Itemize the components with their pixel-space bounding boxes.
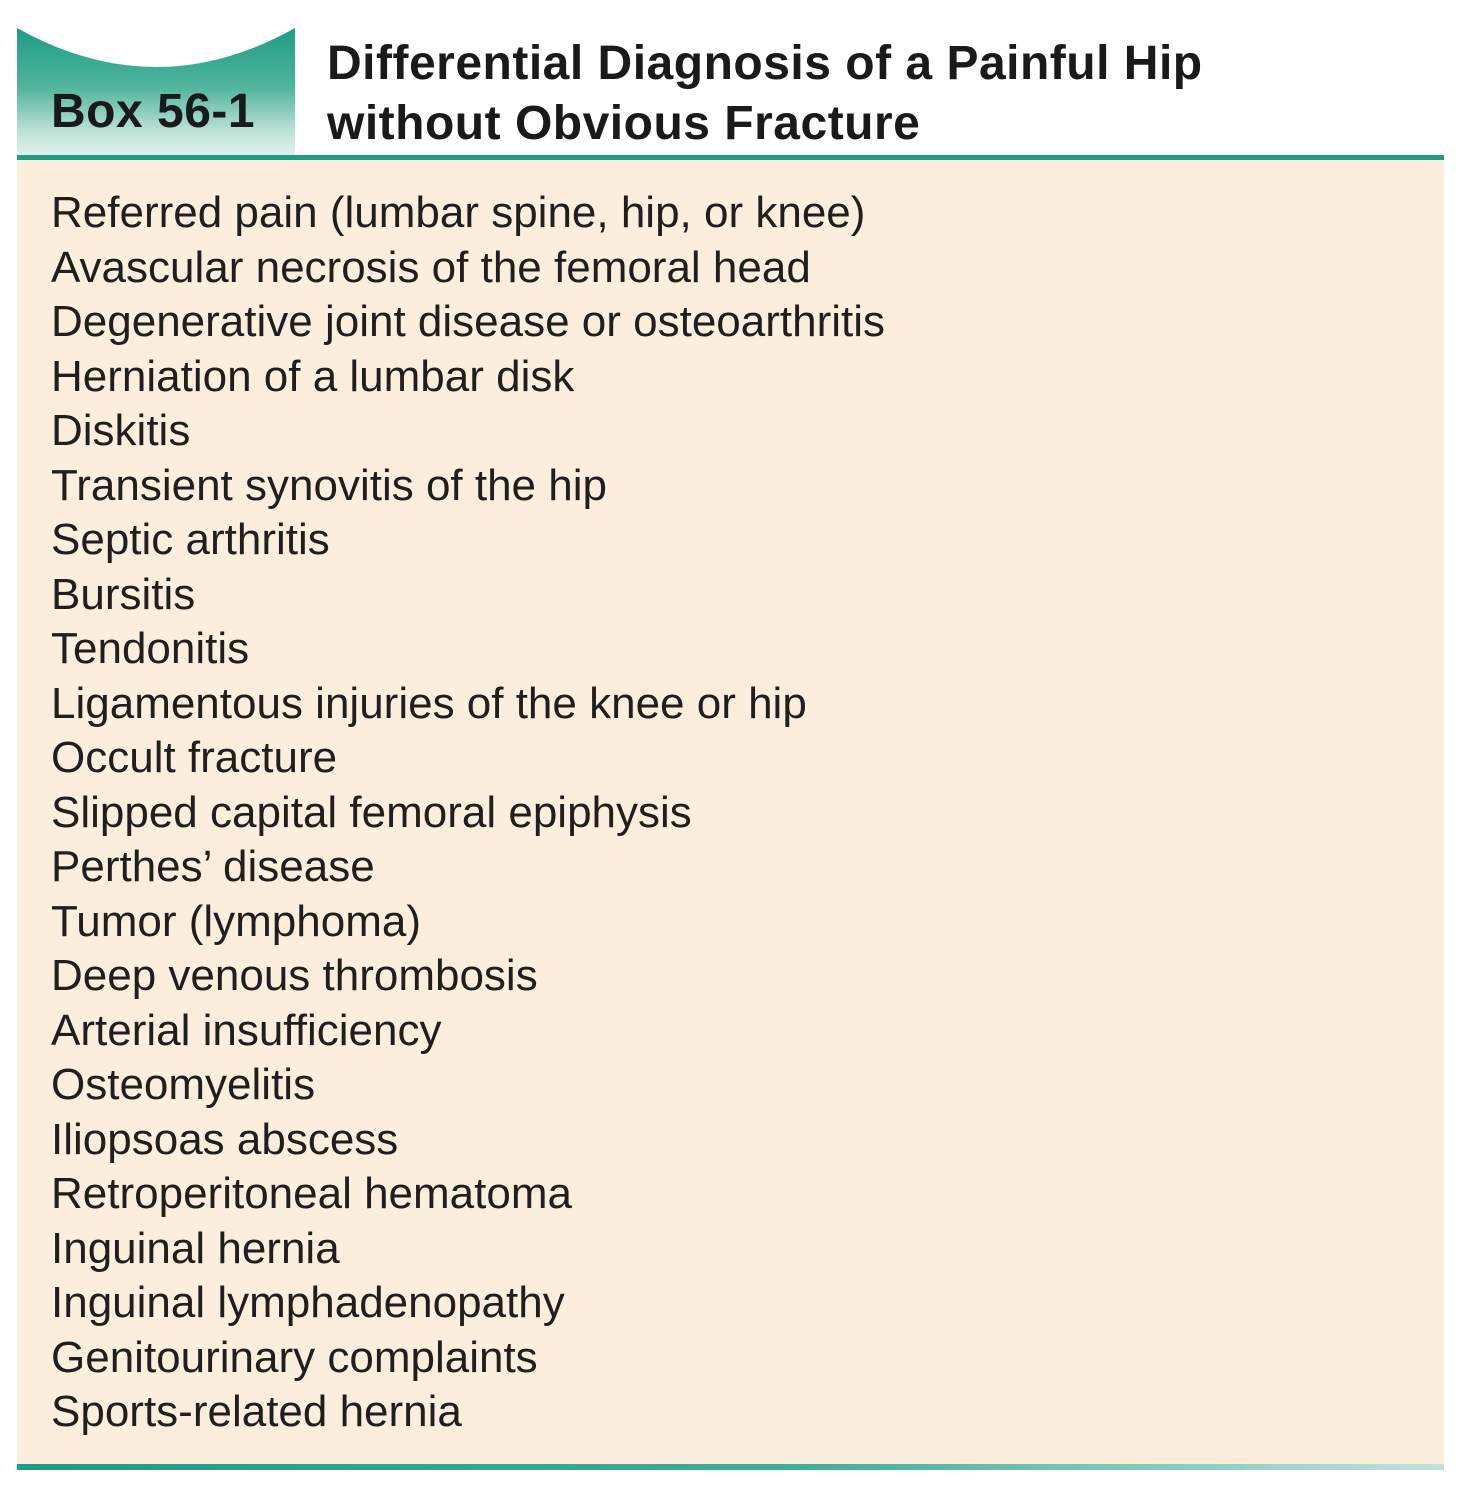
list-item: Inguinal lymphadenopathy xyxy=(51,1278,565,1327)
list-item: Tumor (lymphoma) xyxy=(51,896,421,946)
list-item: Bursitis xyxy=(51,569,196,619)
box-title-line-2: without Obvious Fracture xyxy=(327,97,921,150)
diagnosis-list-panel xyxy=(17,160,1444,1464)
list-item: Slipped capital femoral epiphysis xyxy=(51,787,692,837)
list-item: Sports-related hernia xyxy=(51,1387,462,1436)
box-label-tab xyxy=(17,26,295,158)
box-title xyxy=(327,34,1427,154)
list-item: Tendonitis xyxy=(51,624,250,673)
list-item: Avascular necrosis of the femoral head xyxy=(51,242,811,292)
box-number-label: Box 56-1 xyxy=(51,85,256,138)
list-item: Perthes’ disease xyxy=(51,842,375,891)
list-item: Septic arthritis xyxy=(51,515,330,564)
list-item: Genitourinary complaints xyxy=(51,1332,538,1382)
list-item: Occult fracture xyxy=(51,733,338,782)
differential-diagnosis-box xyxy=(17,26,1444,1472)
list-item: Osteomyelitis xyxy=(51,1060,316,1109)
box-title-line-1: Differential Diagnosis of a Painful Hip xyxy=(327,37,1203,90)
list-item: Transient synovitis of the hip xyxy=(51,460,607,510)
list-item: Inguinal hernia xyxy=(51,1223,340,1273)
list-item: Diskitis xyxy=(51,406,191,455)
bottom-rule xyxy=(17,1464,1444,1470)
list-item: Retroperitoneal hematoma xyxy=(51,1169,572,1218)
list-item: Referred pain (lumbar spine, hip, or knee) xyxy=(51,188,866,237)
list-item: Iliopsoas abscess xyxy=(51,1114,399,1164)
list-item: Deep venous thrombosis xyxy=(51,951,538,1000)
list-item: Ligamentous injuries of the knee or hip xyxy=(51,678,807,728)
list-item: Herniation of a lumbar disk xyxy=(51,351,575,401)
list-item: Degenerative joint disease or osteoarthritis xyxy=(51,297,886,346)
list-item: Arterial insufficiency xyxy=(51,1005,442,1055)
diagnosis-list xyxy=(51,186,885,1440)
